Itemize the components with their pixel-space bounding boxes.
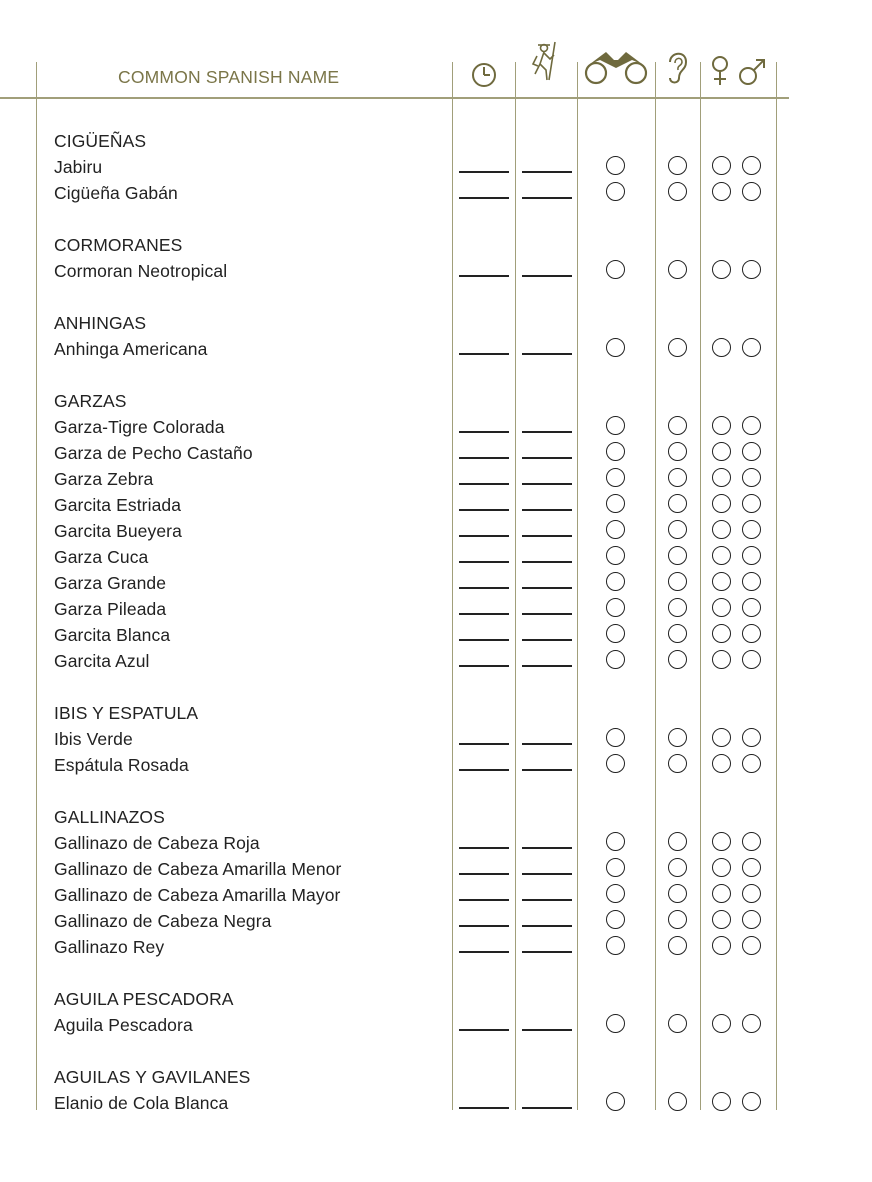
seen-checkbox[interactable] [606,728,625,747]
group-heading-row [0,986,872,1012]
heard-checkbox[interactable] [668,338,687,357]
group-heading-row [0,232,872,258]
species-row [0,596,872,622]
location-blank-field[interactable] [522,171,572,173]
male-checkbox[interactable] [742,884,761,903]
species-row [0,518,872,544]
group-heading: AGUILAS Y GAVILANES [54,1067,251,1087]
female-checkbox[interactable] [712,1092,731,1111]
species-row [0,544,872,570]
species-name: Elanio de Cola Blanca [54,1093,229,1113]
female-checkbox[interactable] [712,754,731,773]
time-blank-field[interactable] [459,431,509,433]
seen-checkbox[interactable] [606,598,625,617]
time-blank-field[interactable] [459,665,509,667]
heard-checkbox[interactable] [668,1092,687,1111]
group-heading-row [0,1064,872,1090]
heard-checkbox[interactable] [668,832,687,851]
male-checkbox[interactable] [742,442,761,461]
male-checkbox[interactable] [742,858,761,877]
species-name: Anhinga Americana [54,339,208,359]
time-blank-field[interactable] [459,1029,509,1031]
seen-checkbox[interactable] [606,624,625,643]
species-name: Garza Zebra [54,469,154,489]
time-blank-field[interactable] [459,951,509,953]
location-blank-field[interactable] [522,457,572,459]
male-checkbox[interactable] [742,1014,761,1033]
seen-checkbox[interactable] [606,520,625,539]
species-row [0,1090,872,1116]
female-checkbox[interactable] [712,416,731,435]
heard-checkbox[interactable] [668,936,687,955]
female-checkbox[interactable] [712,624,731,643]
ear-icon [664,48,690,90]
location-blank-field[interactable] [522,613,572,615]
time-blank-field[interactable] [459,639,509,641]
location-blank-field[interactable] [522,535,572,537]
heard-checkbox[interactable] [668,910,687,929]
male-checkbox[interactable] [742,494,761,513]
heard-checkbox[interactable] [668,858,687,877]
header-rule [0,97,789,99]
location-blank-field[interactable] [522,951,572,953]
species-name: Garza-Tigre Colorada [54,417,225,437]
male-checkbox[interactable] [742,1092,761,1111]
species-name: Garza Grande [54,573,167,593]
male-checkbox[interactable] [742,546,761,565]
species-name: Garza Cuca [54,547,149,567]
species-name: Garza de Pecho Castaño [54,443,253,463]
location-blank-field[interactable] [522,925,572,927]
female-checkbox[interactable] [712,494,731,513]
male-checkbox[interactable] [742,832,761,851]
species-row [0,648,872,674]
group-heading: CIGÜEÑAS [54,131,147,151]
female-checkbox[interactable] [712,832,731,851]
seen-checkbox[interactable] [606,494,625,513]
time-blank-field[interactable] [459,483,509,485]
seen-checkbox[interactable] [606,546,625,565]
female-checkbox[interactable] [712,572,731,591]
female-checkbox[interactable] [712,338,731,357]
time-blank-field[interactable] [459,535,509,537]
location-blank-field[interactable] [522,899,572,901]
seen-checkbox[interactable] [606,910,625,929]
male-checkbox[interactable] [742,936,761,955]
female-checkbox[interactable] [712,598,731,617]
male-checkbox[interactable] [742,260,761,279]
heard-checkbox[interactable] [668,728,687,747]
species-row [0,856,872,882]
female-checkbox[interactable] [712,468,731,487]
location-blank-field[interactable] [522,873,572,875]
seen-checkbox[interactable] [606,442,625,461]
species-name: Espátula Rosada [54,755,189,775]
species-row [0,466,872,492]
species-row [0,1012,872,1038]
hiker-icon [525,40,565,92]
time-blank-field[interactable] [459,847,509,849]
female-checkbox[interactable] [712,650,731,669]
male-checkbox[interactable] [742,598,761,617]
male-checkbox[interactable] [742,338,761,357]
heard-checkbox[interactable] [668,494,687,513]
species-row [0,752,872,778]
seen-checkbox[interactable] [606,1092,625,1111]
species-row [0,908,872,934]
clock-icon [470,61,498,93]
location-blank-field[interactable] [522,1029,572,1031]
heard-checkbox[interactable] [668,156,687,175]
location-blank-field[interactable] [522,561,572,563]
species-name: Gallinazo de Cabeza Amarilla Mayor [54,885,341,905]
species-row [0,622,872,648]
species-row [0,726,872,752]
heard-checkbox[interactable] [668,884,687,903]
time-blank-field[interactable] [459,561,509,563]
species-row [0,830,872,856]
male-checkbox[interactable] [742,416,761,435]
seen-checkbox[interactable] [606,156,625,175]
male-checkbox[interactable] [742,754,761,773]
time-blank-field[interactable] [459,353,509,355]
species-row [0,154,872,180]
male-checkbox[interactable] [742,520,761,539]
group-heading: AGUILA PESCADORA [54,989,234,1009]
female-checkbox[interactable] [712,910,731,929]
seen-checkbox[interactable] [606,260,625,279]
time-blank-field[interactable] [459,1107,509,1109]
heard-checkbox[interactable] [668,572,687,591]
seen-checkbox[interactable] [606,884,625,903]
seen-checkbox[interactable] [606,650,625,669]
species-name: Ibis Verde [54,729,133,749]
seen-checkbox[interactable] [606,468,625,487]
female-checkbox[interactable] [712,182,731,201]
species-row [0,492,872,518]
location-blank-field[interactable] [522,509,572,511]
species-row [0,440,872,466]
location-blank-field[interactable] [522,743,572,745]
group-heading: GALLINAZOS [54,807,165,827]
heard-checkbox[interactable] [668,754,687,773]
male-checkbox[interactable] [742,728,761,747]
female-male-icon [708,54,768,92]
seen-checkbox[interactable] [606,416,625,435]
species-name: Garcita Estriada [54,495,182,515]
group-heading: CORMORANES [54,235,183,255]
male-checkbox[interactable] [742,156,761,175]
seen-checkbox[interactable] [606,572,625,591]
species-name: Gallinazo de Cabeza Negra [54,911,272,931]
location-blank-field[interactable] [522,353,572,355]
species-row [0,336,872,362]
time-blank-field[interactable] [459,509,509,511]
heard-checkbox[interactable] [668,182,687,201]
group-heading: ANHINGAS [54,313,147,333]
seen-checkbox[interactable] [606,338,625,357]
species-name: Garcita Azul [54,651,150,671]
heard-checkbox[interactable] [668,650,687,669]
male-checkbox[interactable] [742,910,761,929]
species-name: Gallinazo Rey [54,937,165,957]
group-heading-row [0,700,872,726]
binoculars-icon [582,46,650,90]
location-blank-field[interactable] [522,769,572,771]
female-checkbox[interactable] [712,442,731,461]
location-blank-field[interactable] [522,275,572,277]
time-blank-field[interactable] [459,873,509,875]
heard-checkbox[interactable] [668,468,687,487]
seen-checkbox[interactable] [606,1014,625,1033]
heard-checkbox[interactable] [668,546,687,565]
time-blank-field[interactable] [459,769,509,771]
location-blank-field[interactable] [522,847,572,849]
location-blank-field[interactable] [522,1107,572,1109]
male-checkbox[interactable] [742,624,761,643]
female-checkbox[interactable] [712,1014,731,1033]
group-heading-row [0,128,872,154]
species-name: Jabiru [54,157,103,177]
heard-checkbox[interactable] [668,416,687,435]
seen-checkbox[interactable] [606,936,625,955]
species-name: Garcita Blanca [54,625,171,645]
group-heading-row [0,804,872,830]
group-heading-row [0,310,872,336]
species-row [0,414,872,440]
time-blank-field[interactable] [459,275,509,277]
location-blank-field[interactable] [522,431,572,433]
time-blank-field[interactable] [459,171,509,173]
species-row [0,882,872,908]
heard-checkbox[interactable] [668,442,687,461]
female-checkbox[interactable] [712,728,731,747]
location-blank-field[interactable] [522,587,572,589]
location-blank-field[interactable] [522,665,572,667]
time-blank-field[interactable] [459,457,509,459]
seen-checkbox[interactable] [606,832,625,851]
time-blank-field[interactable] [459,587,509,589]
female-checkbox[interactable] [712,858,731,877]
time-blank-field[interactable] [459,925,509,927]
time-blank-field[interactable] [459,197,509,199]
species-row [0,180,872,206]
group-heading: GARZAS [54,391,127,411]
species-row [0,258,872,284]
seen-checkbox[interactable] [606,754,625,773]
species-name: Cormoran Neotropical [54,261,228,281]
male-checkbox[interactable] [742,182,761,201]
seen-checkbox[interactable] [606,858,625,877]
male-checkbox[interactable] [742,572,761,591]
time-blank-field[interactable] [459,743,509,745]
group-heading: IBIS Y ESPATULA [54,703,199,723]
female-checkbox[interactable] [712,546,731,565]
group-heading-row [0,388,872,414]
male-checkbox[interactable] [742,468,761,487]
male-checkbox[interactable] [742,650,761,669]
female-checkbox[interactable] [712,260,731,279]
location-blank-field[interactable] [522,483,572,485]
female-checkbox[interactable] [712,884,731,903]
location-blank-field[interactable] [522,197,572,199]
species-name: Cigüeña Gabán [54,183,178,203]
species-name: Gallinazo de Cabeza Amarilla Menor [54,859,342,879]
heard-checkbox[interactable] [668,598,687,617]
heard-checkbox[interactable] [668,260,687,279]
species-row [0,934,872,960]
species-name: Garcita Bueyera [54,521,182,541]
heard-checkbox[interactable] [668,624,687,643]
female-checkbox[interactable] [712,156,731,175]
species-name: Garza Pileada [54,599,167,619]
time-blank-field[interactable] [459,613,509,615]
column-header-common-name: COMMON SPANISH NAME [118,67,340,87]
time-blank-field[interactable] [459,899,509,901]
female-checkbox[interactable] [712,936,731,955]
female-checkbox[interactable] [712,520,731,539]
heard-checkbox[interactable] [668,1014,687,1033]
species-row [0,570,872,596]
heard-checkbox[interactable] [668,520,687,539]
species-name: Gallinazo de Cabeza Roja [54,833,260,853]
seen-checkbox[interactable] [606,182,625,201]
location-blank-field[interactable] [522,639,572,641]
species-name: Aguila Pescadora [54,1015,193,1035]
